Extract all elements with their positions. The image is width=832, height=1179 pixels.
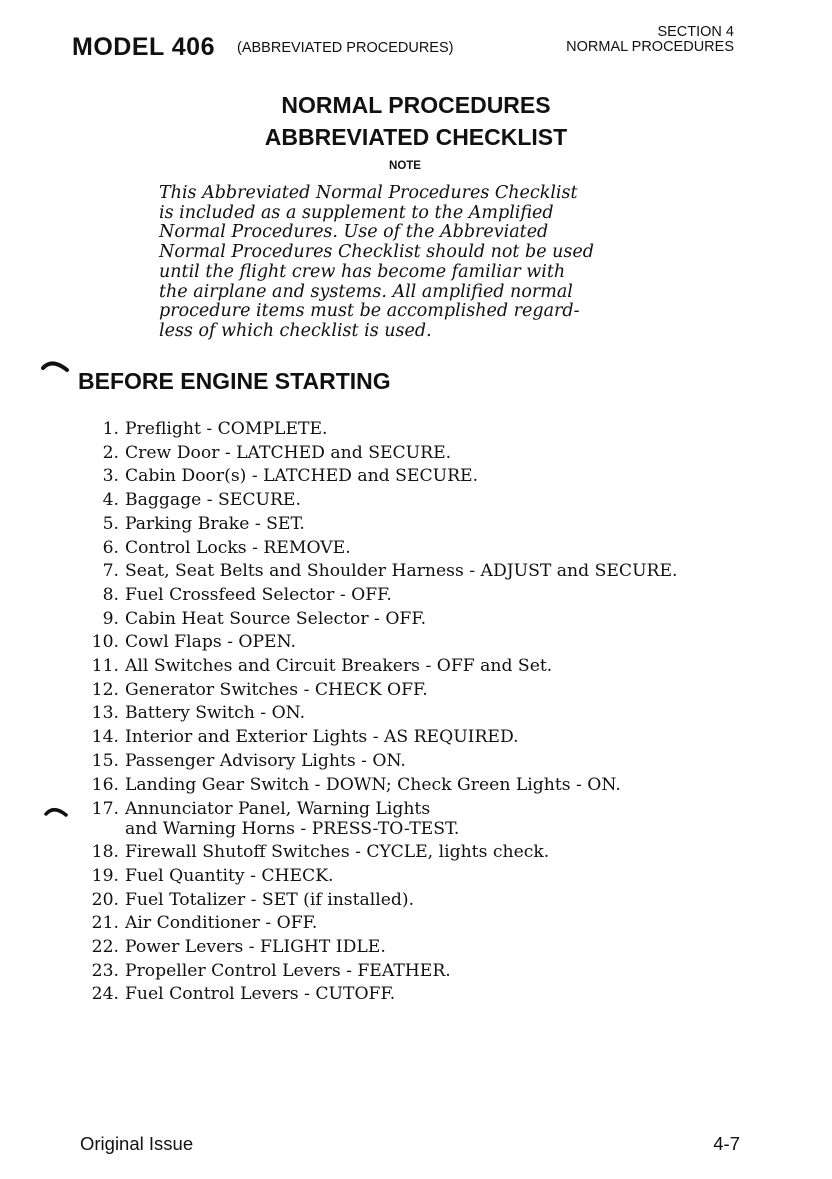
list-item: 2. Crew Door - LATCHED and SECURE. <box>102 442 452 463</box>
list-item: 22. Power Levers - FLIGHT IDLE. <box>91 937 386 958</box>
page-number: 4-7 <box>713 1133 740 1154</box>
note-line: Normal Procedures Checklist should not be used <box>159 242 594 263</box>
list-item: 4. Baggage - SECURE. <box>102 490 301 511</box>
list-item: 19. Fuel Quantity - CHECK. <box>91 865 334 886</box>
list-item: 13. Battery Switch - ON. <box>91 703 306 724</box>
list-item: 6. Control Locks - REMOVE. <box>102 537 351 558</box>
list-item: 8. Fuel Crossfeed Selector - OFF. <box>102 584 392 605</box>
list-item: 11. All Switches and Circuit Breakers - OFF and Set. <box>91 656 553 677</box>
list-item: 14. Interior and Exterior Lights - AS REQUIRED. <box>91 727 519 748</box>
change-bar-mark-icon <box>40 356 80 382</box>
note-label: NOTE <box>389 160 421 172</box>
list-item: 23. Propeller Control Levers - FEATHER. <box>91 960 451 981</box>
page-title-line2: ABBREVIATED CHECKLIST <box>264 124 568 150</box>
note-line: the airplane and systems. All amplified normal <box>159 281 573 302</box>
model-title: MODEL 406 <box>72 33 215 61</box>
list-item: 18. Firewall Shutoff Switches - CYCLE, lights check. <box>91 842 550 863</box>
note-line: less of which checklist is used. <box>159 320 432 341</box>
list-item: 3. Cabin Door(s) - LATCHED and SECURE. <box>102 466 479 487</box>
section-number: SECTION 4 <box>657 24 734 40</box>
list-item: 20. Fuel Totalizer - SET (if installed). <box>91 889 415 910</box>
list-item: 1. Preflight - COMPLETE. <box>102 419 328 439</box>
list-item: 24. Fuel Control Levers - CUTOFF. <box>91 984 396 1005</box>
checklist <box>60 418 800 1007</box>
footer-issue: Original Issue <box>80 1133 194 1154</box>
list-item: 10. Cowl Flaps - OPEN. <box>91 632 297 653</box>
note-line: is included as a supplement to the Amplified <box>159 202 554 223</box>
note-text <box>159 184 599 342</box>
list-item: 17. Annunciator Panel, Warning Lights and Warning Horns - PRESS-TO-TEST. <box>60 797 800 841</box>
list-item: 9. Cabin Heat Source Selector - OFF. <box>102 608 427 629</box>
list-item: 15. Passenger Advisory Lights - ON. <box>91 750 406 771</box>
list-item: 12. Generator Switches - CHECK OFF. <box>91 679 428 700</box>
list-item: 16. Landing Gear Switch - DOWN; Check Green Lights - ON. <box>91 774 621 795</box>
section-title: NORMAL PROCEDURES <box>566 39 734 55</box>
section-heading: BEFORE ENGINE STARTING <box>78 368 391 394</box>
header-subtitle: (ABBREVIATED PROCEDURES) <box>237 40 454 56</box>
note-line: Normal Procedures. Use of the Abbreviated <box>159 222 549 243</box>
page-title-line1: NORMAL PROCEDURES <box>281 92 551 118</box>
list-item: 5. Parking Brake - SET. <box>102 513 305 534</box>
note-line: This Abbreviated Normal Procedures Checklist <box>159 183 578 203</box>
section-header <box>566 25 734 55</box>
list-item: 21. Air Conditioner - OFF. <box>91 913 318 934</box>
list-item: 7. Seat, Seat Belts and Shoulder Harness - ADJUST and SECURE. <box>102 561 678 582</box>
note-line: procedure items must be accomplished regard- <box>159 301 580 322</box>
note-line: until the flight crew has become familiar with <box>159 261 566 282</box>
